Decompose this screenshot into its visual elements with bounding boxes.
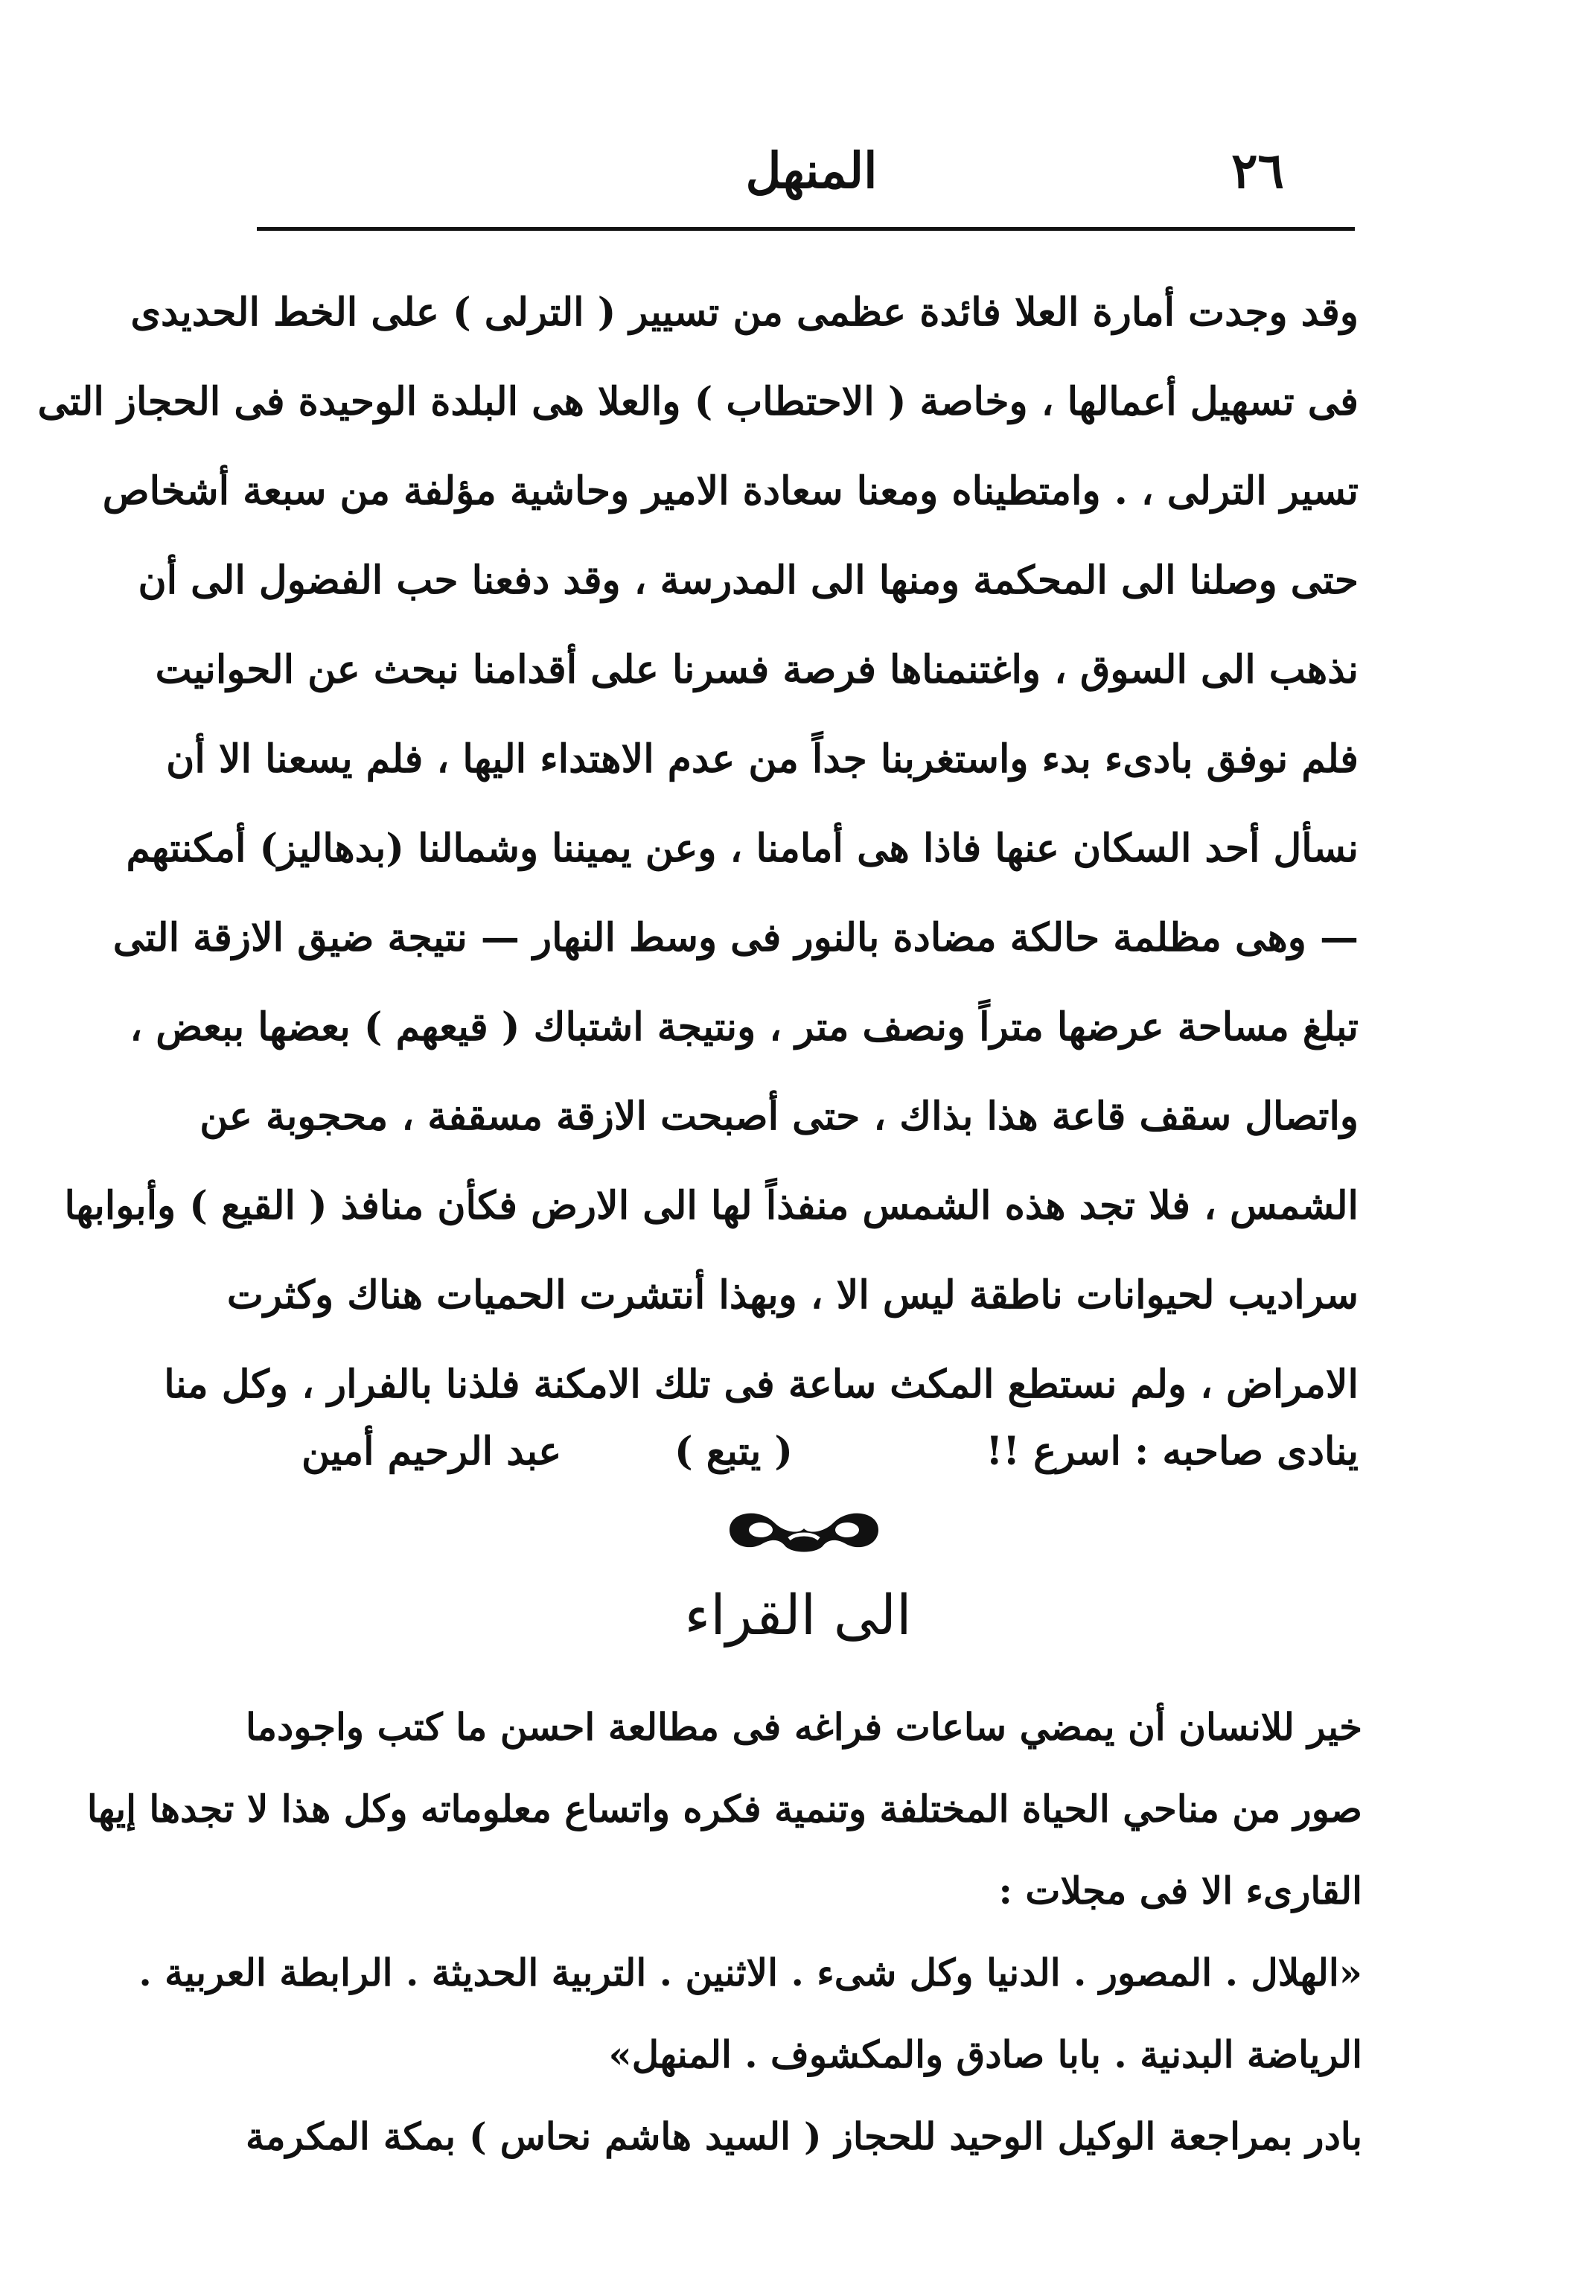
article-line: تبلغ مساحة عرضها متراً ونصف متر ، ونتيجة اشتباك ( قيعهم ) بعضها ببعض ، xyxy=(130,1004,1359,1050)
notice-line: بادر بمراجعة الوكيل الوحيد للحجاز ( السيد هاشم نحاس ) بمكة المكرمة xyxy=(246,2114,1362,2158)
article-line: الامراض ، ولم نستطع المكث ساعة فى تلك الامكنة فلذنا بالفرار ، وكل منا xyxy=(164,1362,1359,1407)
page-header xyxy=(253,141,1355,223)
article-body xyxy=(37,268,1359,1429)
page-number: ٢٦ xyxy=(1231,141,1284,200)
article-line: نسأل أحد السكان عنها فاذا هى أمامنا ، وعن يميننا وشمالنا (بدهاليز) أمكنتهم xyxy=(126,826,1359,871)
header-rule xyxy=(257,227,1355,231)
readers-notice xyxy=(86,1686,1362,2178)
continued-note: ( يتبع ) xyxy=(674,1429,793,1474)
article-line: تسير الترلى ، . وامتطيناه ومعنا سعادة الامير وحاشية مؤلفة من سبعة أشخاص xyxy=(102,468,1359,514)
ornament-divider-icon xyxy=(715,1500,893,1560)
notice-line: «الهلال . المصور . الدنيا وكل شىء . الاثنين . التربية الحديثة . الرابطة العربية . xyxy=(138,1951,1362,1994)
article-line: الشمس ، فلا تجد هذه الشمس منفذاً لها الى الارض فكأن منافذ ( القيع ) وأبوابها xyxy=(64,1183,1359,1228)
article-line: واتصال سقف قاعة هذا بذاك ، حتى أصبحت الازقة مسقفة ، محجوبة عن xyxy=(200,1094,1359,1139)
article-line: سراديب لحيوانات ناطقة ليس الا ، وبهذا أنتشرت الحميات هناك وكثرت xyxy=(226,1272,1359,1318)
notice-line: صور من مناحي الحياة المختلفة وتنمية فكره واتساع معلوماته وكل هذا لا تجدها إيها xyxy=(86,1787,1362,1831)
article-closing xyxy=(257,1411,1359,1493)
article-line: نذهب الى السوق ، واغتنمناها فرصة فسرنا على أقدامنا نبحث عن الحوانيت xyxy=(155,647,1359,692)
notice-line: خير للانسان أن يمضي ساعات فراغه فى مطالعة احسن ما كتب واجودما xyxy=(246,1705,1362,1749)
article-line: — وهى مظلمة حالكة مضادة بالنور فى وسط النهار — نتيجة ضيق الازقة التى xyxy=(112,915,1359,960)
section-title: الى القراء xyxy=(684,1584,912,1648)
author-name: عبد الرحيم أمين xyxy=(301,1429,562,1474)
article-line: فى تسهيل أعمالها ، وخاصة ( الاحتطاب ) والعلا هى البلدة الوحيدة فى الحجاز التى xyxy=(37,379,1359,424)
notice-line: الرياضة البدنية . بابا صادق والمكشوف . المنهل» xyxy=(608,2032,1362,2076)
article-line: وقد وجدت أمارة العلا فائدة عظمى من تسيير ( الترلى ) على الخط الحديدى xyxy=(130,290,1359,335)
article-line: فلم نوفق بادىء بدء واستغربنا جداً من عدم الاهتداء اليها ، فلم يسعنا الا أن xyxy=(166,736,1359,782)
article-line: حتى وصلنا الى المحكمة ومنها الى المدرسة ، وقد دفعنا حب الفضول الى أن xyxy=(138,558,1359,603)
journal-name: المنهل xyxy=(745,141,878,200)
article-last-line: ينادى صاحبه : اسرع !! xyxy=(986,1429,1359,1474)
notice-line: القارىء الا فى مجلات : xyxy=(998,1869,1362,1913)
